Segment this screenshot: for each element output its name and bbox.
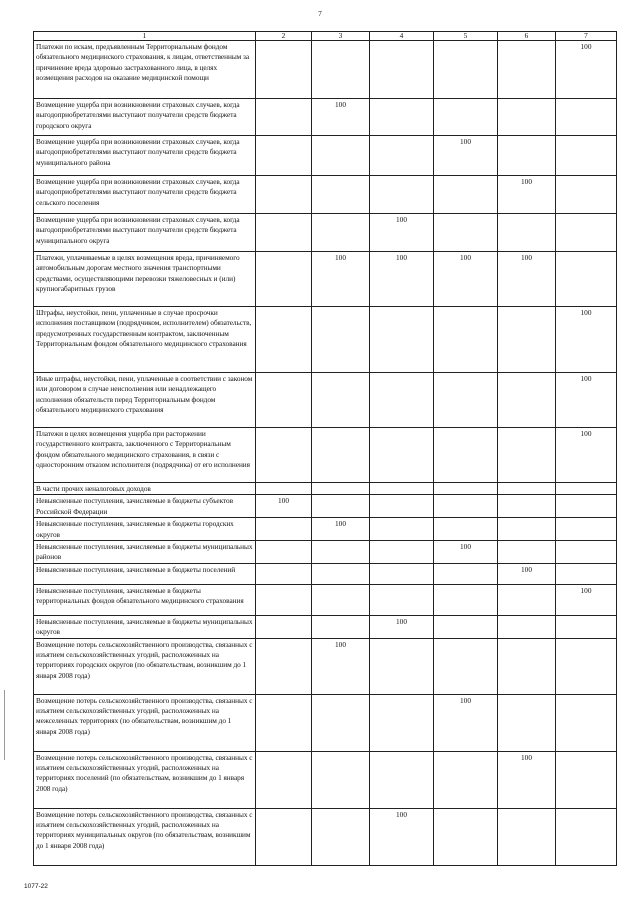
table-row (34, 563, 617, 584)
table-header-row (34, 32, 617, 41)
table-row (34, 495, 617, 518)
row-description: Невыясненные поступления, зачисляемые в бюджеты муниципальных районов (34, 541, 256, 564)
row-value-col-5: 100 (434, 541, 498, 564)
row-value-col-7 (556, 99, 617, 136)
row-value-col-6 (498, 694, 556, 751)
header-cell: 3 (312, 32, 370, 41)
row-value-col-6 (498, 483, 556, 495)
row-value-col-6: 100 (498, 252, 556, 307)
row-value-col-2 (256, 214, 312, 252)
row-value-col-5: 100 (434, 252, 498, 307)
row-description: Платежи в целях возмещения ущерба при расторжении государственного контракта, заключенного с Территориальным фондом обязательного медицинского страхования, в связи с односторонним отказом исполнителя (подрядчика) от его исполнения (34, 428, 256, 483)
row-value-col-2 (256, 176, 312, 214)
row-description: Возмещение потерь сельскохозяйственного производства, связанных с изъятием сельскохозяйственных угодий, расположенных на территориях муниципальных округов (по обязательствам, возникшим до 1 января 2008 года) (34, 808, 256, 865)
row-value-col-2 (256, 638, 312, 694)
row-value-col-7 (556, 176, 617, 214)
row-value-col-4: 100 (370, 615, 434, 638)
row-value-col-2 (256, 694, 312, 751)
row-value-col-6 (498, 307, 556, 373)
row-value-col-6 (498, 428, 556, 483)
row-description: Возмещение ущерба при возникновении страховых случаев, когда выгодоприобретателями выступают получатели средств бюджета городского округа (34, 99, 256, 136)
table-row (34, 214, 617, 252)
row-value-col-7 (556, 495, 617, 518)
table-row (34, 615, 617, 638)
row-value-col-2 (256, 307, 312, 373)
row-value-col-5 (434, 483, 498, 495)
row-value-col-2 (256, 41, 312, 99)
header-cell: 5 (434, 32, 498, 41)
table-row (34, 176, 617, 214)
row-value-col-4 (370, 99, 434, 136)
row-value-col-7 (556, 638, 617, 694)
header-cell: 1 (34, 32, 256, 41)
row-value-col-4 (370, 541, 434, 564)
row-value-col-7 (556, 136, 617, 176)
row-value-col-7 (556, 694, 617, 751)
row-value-col-3: 100 (312, 638, 370, 694)
row-value-col-4 (370, 136, 434, 176)
row-value-col-7 (556, 541, 617, 564)
row-value-col-5 (434, 214, 498, 252)
row-value-col-6 (498, 41, 556, 99)
row-value-col-3 (312, 495, 370, 518)
row-value-col-4 (370, 751, 434, 808)
row-description: Возмещение ущерба при возникновении страховых случаев, когда выгодоприобретателями выступают получатели средств бюджета муниципального округа (34, 214, 256, 252)
row-value-col-7 (556, 808, 617, 865)
row-value-col-3: 100 (312, 252, 370, 307)
row-value-col-3 (312, 694, 370, 751)
row-value-col-2 (256, 483, 312, 495)
row-value-col-2 (256, 518, 312, 541)
row-value-col-3 (312, 584, 370, 615)
row-value-col-2 (256, 373, 312, 428)
row-description: Возмещение ущерба при возникновении страховых случаев, когда выгодоприобретателями выступают получатели средств бюджета муниципального района (34, 136, 256, 176)
row-value-col-3 (312, 483, 370, 495)
row-value-col-4 (370, 483, 434, 495)
row-value-col-3 (312, 541, 370, 564)
table-row (34, 41, 617, 99)
row-description: Возмещение потерь сельскохозяйственного производства, связанных с изъятием сельскохозяйственных угодий, расположенных на территориях городских округов (по обязательствам, возникшим до 1 января 2008 года) (34, 638, 256, 694)
revenue-distribution-table (33, 31, 617, 866)
row-value-col-5 (434, 176, 498, 214)
row-value-col-4 (370, 518, 434, 541)
table-row (34, 541, 617, 564)
row-value-col-5 (434, 41, 498, 99)
row-value-col-4 (370, 495, 434, 518)
row-value-col-3 (312, 615, 370, 638)
row-description: Возмещение потерь сельскохозяйственного производства, связанных с изъятием сельскохозяйственных угодий, расположенных на территориях поселений (по обязательствам, возникшим до 1 января 2008 года) (34, 751, 256, 808)
row-value-col-6 (498, 808, 556, 865)
row-value-col-6: 100 (498, 176, 556, 214)
row-value-col-4: 100 (370, 252, 434, 307)
row-description: Иные штрафы, неустойки, пени, уплаченные в соответствии с законом или договором в случае неисполнения или ненадлежащего исполнения обязательств перед Территориальным фондом обязательного медицинского страхования (34, 373, 256, 428)
row-value-col-5 (434, 584, 498, 615)
header-cell: 7 (556, 32, 617, 41)
row-description: Платежи, уплачиваемые в целях возмещения вреда, причиняемого автомобильным дорогам местного значения транспортными средствами, осуществляющими перевозки тяжеловесных и (или) крупногабаритных грузов (34, 252, 256, 307)
table-row (34, 373, 617, 428)
row-value-col-5 (434, 638, 498, 694)
row-value-col-5: 100 (434, 694, 498, 751)
row-value-col-7: 100 (556, 373, 617, 428)
row-value-col-3 (312, 808, 370, 865)
row-value-col-7 (556, 252, 617, 307)
row-description: В части прочих неналоговых доходов (34, 483, 256, 495)
row-value-col-5 (434, 518, 498, 541)
row-value-col-2 (256, 136, 312, 176)
row-value-col-6: 100 (498, 751, 556, 808)
row-value-col-5 (434, 373, 498, 428)
row-value-col-4 (370, 584, 434, 615)
row-value-col-2 (256, 584, 312, 615)
row-value-col-6 (498, 518, 556, 541)
row-value-col-7 (556, 483, 617, 495)
row-value-col-7: 100 (556, 428, 617, 483)
table-row (34, 638, 617, 694)
table-row (34, 694, 617, 751)
row-value-col-4 (370, 638, 434, 694)
row-value-col-2 (256, 252, 312, 307)
footer-code: 1077-22 (24, 883, 48, 890)
row-value-col-4 (370, 694, 434, 751)
row-value-col-3 (312, 214, 370, 252)
row-value-col-5 (434, 307, 498, 373)
row-value-col-4 (370, 176, 434, 214)
binding-margin-mark (4, 690, 8, 760)
row-value-col-4 (370, 428, 434, 483)
row-value-col-6 (498, 99, 556, 136)
row-description: Невыясненные поступления, зачисляемые в бюджеты субъектов Российской Федерации (34, 495, 256, 518)
table-row (34, 584, 617, 615)
row-value-col-6 (498, 495, 556, 518)
row-value-col-5 (434, 563, 498, 584)
row-value-col-2 (256, 563, 312, 584)
row-value-col-5 (434, 808, 498, 865)
row-value-col-5 (434, 615, 498, 638)
row-description: Невыясненные поступления, зачисляемые в бюджеты муниципальных округов (34, 615, 256, 638)
header-cell: 4 (370, 32, 434, 41)
row-value-col-4 (370, 563, 434, 584)
row-value-col-7 (556, 563, 617, 584)
row-description: Платежи по искам, предъявленным Территориальным фондом обязательного медицинского страхования, к лицам, ответственным за причинение вреда здоровью застрахованного лица, в целях возмещения расходов на оказание медицинской помощи (34, 41, 256, 99)
table-row (34, 483, 617, 495)
row-value-col-3 (312, 751, 370, 808)
row-value-col-2 (256, 751, 312, 808)
row-value-col-3 (312, 136, 370, 176)
table-row (34, 136, 617, 176)
row-value-col-7 (556, 518, 617, 541)
table-row (34, 751, 617, 808)
row-value-col-5 (434, 495, 498, 518)
row-value-col-4: 100 (370, 214, 434, 252)
row-value-col-7: 100 (556, 584, 617, 615)
page-number: 7 (318, 10, 322, 18)
row-value-col-6 (498, 373, 556, 428)
row-value-col-7 (556, 615, 617, 638)
table-row (34, 99, 617, 136)
row-value-col-6 (498, 638, 556, 694)
row-description: Возмещение потерь сельскохозяйственного производства, связанных с изъятием сельскохозяйственных угодий, расположенных на межселенных территориях (по обязательствам, возникшим до 1 января 2008 года) (34, 694, 256, 751)
table-row (34, 808, 617, 865)
row-value-col-6 (498, 584, 556, 615)
row-value-col-7: 100 (556, 41, 617, 99)
row-value-col-3: 100 (312, 99, 370, 136)
row-value-col-2 (256, 615, 312, 638)
row-value-col-5: 100 (434, 136, 498, 176)
row-value-col-3 (312, 428, 370, 483)
row-value-col-3 (312, 373, 370, 428)
row-value-col-3 (312, 176, 370, 214)
row-description: Невыясненные поступления, зачисляемые в бюджеты территориальных фондов обязательного медицинского страхования (34, 584, 256, 615)
row-value-col-6: 100 (498, 563, 556, 584)
header-cell: 6 (498, 32, 556, 41)
row-value-col-3: 100 (312, 518, 370, 541)
table-row (34, 252, 617, 307)
row-value-col-2 (256, 428, 312, 483)
row-value-col-2 (256, 541, 312, 564)
row-value-col-2: 100 (256, 495, 312, 518)
row-description: Штрафы, неустойки, пени, уплаченные в случае просрочки исполнения поставщиком (подрядчиком, исполнителем) обязательств, предусмотренных государственным контрактом, заключенным Территориальным фондом обязательного медицинского страхования (34, 307, 256, 373)
row-value-col-6 (498, 615, 556, 638)
row-value-col-4 (370, 373, 434, 428)
row-value-col-3 (312, 563, 370, 584)
row-value-col-4 (370, 307, 434, 373)
row-value-col-7: 100 (556, 307, 617, 373)
row-value-col-6 (498, 214, 556, 252)
row-value-col-5 (434, 428, 498, 483)
row-description: Возмещение ущерба при возникновении страховых случаев, когда выгодоприобретателями выступают получатели средств бюджета сельского поселения (34, 176, 256, 214)
row-value-col-3 (312, 41, 370, 99)
row-description: Невыясненные поступления, зачисляемые в бюджеты поселений (34, 563, 256, 584)
row-value-col-5 (434, 751, 498, 808)
row-value-col-2 (256, 808, 312, 865)
row-value-col-6 (498, 541, 556, 564)
row-value-col-4: 100 (370, 808, 434, 865)
row-value-col-7 (556, 214, 617, 252)
row-value-col-4 (370, 41, 434, 99)
row-value-col-2 (256, 99, 312, 136)
table-row (34, 518, 617, 541)
row-value-col-7 (556, 751, 617, 808)
table-row (34, 428, 617, 483)
header-cell: 2 (256, 32, 312, 41)
row-description: Невыясненные поступления, зачисляемые в бюджеты городских округов (34, 518, 256, 541)
table-row (34, 307, 617, 373)
row-value-col-3 (312, 307, 370, 373)
row-value-col-6 (498, 136, 556, 176)
row-value-col-5 (434, 99, 498, 136)
